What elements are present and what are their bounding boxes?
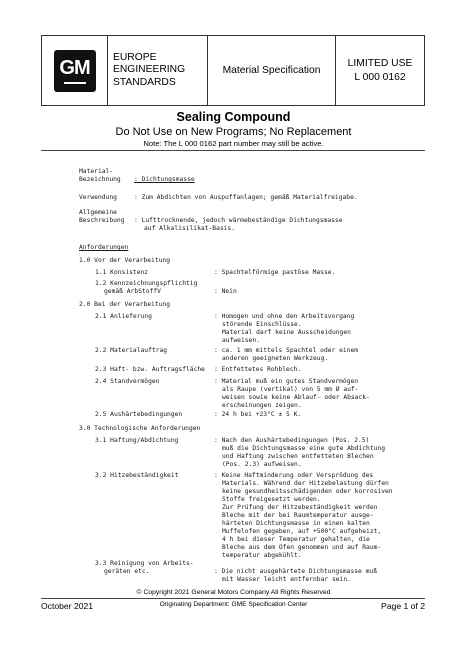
material-label-2: Bezeichnung: [79, 176, 121, 183]
standards-line-1: EUROPE: [113, 51, 157, 63]
stability-value-3: weisen sowie keine Ablauf- oder Absack-: [222, 394, 370, 401]
general-label-2: Beschreibung: [79, 217, 125, 224]
general-label-1: Allgemeine: [79, 209, 117, 216]
adhesion-label: 3.1 Haftung/Abdichtung: [95, 437, 179, 444]
part-number-note: Note: The L 000 0162 part number may still be active.: [143, 139, 324, 148]
surface-value: : Entfettetes Rohblech.: [214, 366, 302, 373]
gm-logo-text: GM: [59, 57, 90, 79]
delivery-value-2: störende Einschlüsse.: [222, 321, 302, 328]
standards-line-3: STANDARDS: [113, 76, 176, 88]
cleaning-label-1: 3.3 Reinigung von Arbeits-: [95, 560, 194, 567]
application-label: 2.2 Materialauftrag: [95, 347, 168, 354]
stability-value-2: als Raupe (vertikal) von 5 mm Ø auf-: [222, 386, 359, 393]
adhesion-value-2: muß die Dichtungsmasse eine gute Abdichtung: [222, 445, 386, 452]
curing-value: : 24 h bei +23°C ± 5 K.: [214, 411, 302, 418]
labeling-value: : Nein: [214, 288, 237, 295]
requirements-heading: Anforderungen: [79, 244, 129, 251]
spec-type-label: Material Specification: [222, 65, 321, 76]
delivery-value-4: aufweisen.: [222, 337, 260, 344]
stability-value-1: : Material muß ein gutes Standvermögen: [214, 378, 359, 385]
heat-resistance-value-5: Zur Prüfung der Hitzebeständigkeit werden: [222, 504, 378, 511]
application-value-2: anderen geeigneten Werkzeug.: [222, 355, 329, 362]
labeling-label-2: gemäß ArbStoffV: [104, 288, 161, 295]
heat-resistance-value-11: temperatur abgekühlt.: [222, 552, 302, 559]
stability-label: 2.4 Standvermögen: [95, 378, 160, 385]
adhesion-value-4: (Pos. 2.3) aufweisen.: [222, 461, 302, 468]
footer-page-number: Page 1 of 2: [381, 601, 425, 611]
application-value-1: : ca. 1 mm mittels Spachtel oder einem: [214, 347, 359, 354]
general-value-1: : Lufttrocknende, jedoch wärmebeständige Dichtungsmasse: [134, 217, 343, 224]
stability-value-4: erscheinungen zeigen.: [222, 402, 302, 409]
heat-resistance-value-9: 4 h bei dieser Temperatur gehalten, die: [222, 536, 370, 543]
labeling-label-1: 1.2 Kennzeichnungspflichtig: [95, 280, 198, 287]
general-value-2: auf Alkalisilikat-Basis.: [144, 225, 235, 232]
consistency-value: : Spachtelförmige pastöse Masse.: [214, 269, 336, 276]
heat-resistance-value-8: Muffelofen gegeben, auf +500°C aufgeheizt,: [222, 528, 382, 535]
section-2-heading: 2.0 Bei der Verarbeitung: [79, 301, 170, 308]
delivery-value-3: Material darf keine Ausscheidungen: [222, 329, 351, 336]
cleaning-value-2: mit Wasser leicht entfernbar sein.: [222, 576, 351, 583]
document-subtitle: Do Not Use on New Programs; No Replacement: [115, 126, 352, 138]
part-number: L 000 0162: [354, 71, 406, 83]
footer-department: Originating Department: GME Specification Center: [159, 601, 308, 608]
material-label-1: Material-: [79, 168, 114, 175]
heat-resistance-value-2: Materials. Während der Hitzebelastung dürfen: [222, 480, 389, 487]
consistency-label: 1.1 Konsistenz: [95, 269, 149, 276]
use-label: Verwendung: [79, 194, 117, 201]
adhesion-value-3: und Haftung zwischen entfetteten Blechen: [222, 453, 374, 460]
footer-date: October 2021: [41, 601, 94, 611]
section-1-heading: 1.0 Vor der Verarbeitung: [79, 257, 170, 264]
footer-divider: [41, 598, 425, 599]
adhesion-value-1: : Nach den Aushärtebedingungen (Pos. 2.5): [214, 437, 370, 444]
limited-use-label: LIMITED USE: [347, 57, 413, 69]
material-value: : Dichtungsmasse: [134, 176, 195, 183]
surface-label: 2.3 Haft- bzw. Auftragsfläche: [95, 366, 205, 373]
heat-resistance-value-7: härteten Dichtungsmasse in einen kalten: [222, 520, 370, 527]
delivery-label: 2.1 Anlieferung: [95, 313, 152, 320]
heat-resistance-label: 3.2 Hitzebeständigkeit: [95, 472, 179, 479]
section-3-heading: 3.0 Technologische Anforderungen: [79, 425, 201, 432]
delivery-value-1: : Homogen und ohne den Arbeitsvorgang: [214, 313, 355, 320]
curing-label: 2.5 Aushärtebedingungen: [95, 411, 183, 418]
cleaning-label-2: geräten etc.: [104, 568, 150, 575]
copyright-notice: © Copyright 2021 General Motors Company All Rights Reserved: [136, 589, 331, 596]
document-title: Sealing Compound: [176, 110, 291, 124]
cleaning-value-1: : Die nicht ausgehärtete Dichtungsmasse muß: [214, 568, 378, 575]
heat-resistance-value-3: keine gesundheitsschädigenden oder korrosiven: [222, 488, 393, 495]
standards-line-2: ENGINEERING: [113, 64, 186, 76]
heat-resistance-value-1: : Keine Haftminderung oder Versprödung des: [214, 472, 374, 479]
heat-resistance-value-4: Stoffe freigesetzt werden.: [222, 496, 321, 503]
use-value: : Zum Abdichten von Auspuffanlagen; gemäß Materialfreigabe.: [134, 194, 358, 201]
heat-resistance-value-6: Bleche mit der bei Raumtemperatur ausge-: [222, 512, 374, 519]
heat-resistance-value-10: Bleche aus dem Ofen genommen und auf Raum-: [222, 544, 382, 551]
